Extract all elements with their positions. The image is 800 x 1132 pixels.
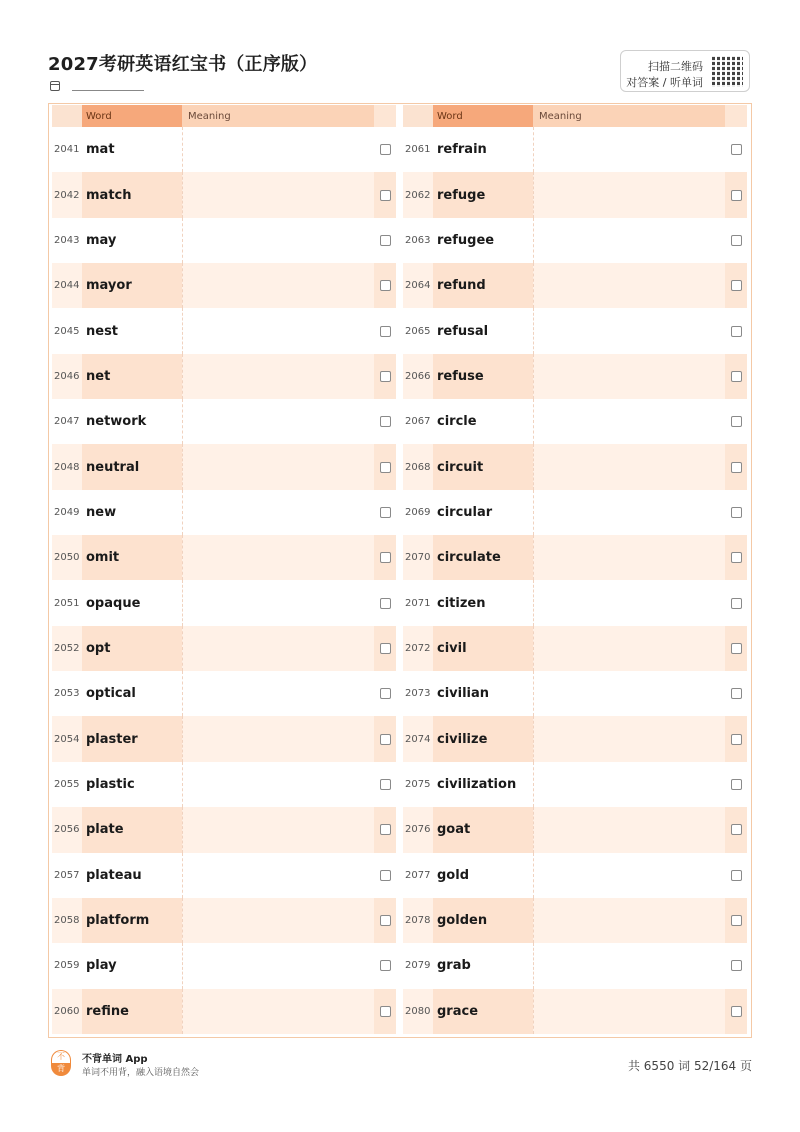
meaning-blank[interactable] [182,626,374,671]
table-row [52,943,396,988]
table-row [403,172,747,217]
app-name: 不背单词 App [82,1054,148,1065]
check-cell [725,807,747,852]
word-number: 2049 [54,506,80,518]
table-row [52,218,396,263]
table-row [403,444,747,489]
word-text: civilian [437,686,490,702]
word-number: 2048 [54,461,80,473]
meaning-blank[interactable] [533,354,725,399]
word-text: circulate [433,535,533,580]
check-cell [374,716,396,761]
meaning-blank[interactable] [533,989,725,1034]
check-cell [725,127,747,172]
meaning-blank[interactable] [533,762,725,807]
check-cell [374,354,396,399]
table-row [403,626,747,671]
table-row [52,898,396,943]
word-text: gold [437,867,469,883]
check-cell [374,172,396,217]
word-text: goat [433,807,533,852]
meaning-blank[interactable] [533,535,725,580]
word-text: plastic [86,776,135,792]
meaning-blank[interactable] [182,308,374,353]
checkbox[interactable] [380,598,391,609]
word-text: optical [86,686,136,702]
table-row [403,127,747,172]
meaning-blank[interactable] [182,399,374,444]
check-cell [725,626,747,671]
table-row [403,308,747,353]
table-row [52,853,396,898]
meaning-blank[interactable] [533,626,725,671]
checkbox[interactable] [731,144,742,155]
app-logo [51,1050,71,1076]
table-row [403,943,747,988]
meaning-blank[interactable] [533,263,725,308]
word-number: 2059 [54,960,80,972]
word-number: 2044 [54,280,80,292]
header-meaning: Meaning [182,105,374,127]
checkbox[interactable] [380,870,391,881]
word-number: 2053 [54,688,80,700]
checkbox[interactable] [380,507,391,518]
check-cell [374,127,396,172]
word-number: 2056 [54,824,80,836]
word-number: 2042 [54,189,80,201]
checkbox[interactable] [380,462,391,473]
word-number: 2064 [405,280,431,292]
table-row [403,671,747,716]
table-row [403,490,747,535]
checkbox[interactable] [731,870,742,881]
table-row [403,218,747,263]
word-number: 2058 [54,915,80,927]
header-number-cell [403,105,433,127]
word-text: plate [82,807,182,852]
checkbox[interactable] [731,371,742,382]
word-number: 2078 [405,915,431,927]
word-text: omit [82,535,182,580]
check-cell [725,716,747,761]
checkbox[interactable] [380,779,391,790]
word-number: 2066 [405,370,431,382]
check-cell [725,172,747,217]
table-row [52,762,396,807]
checkbox[interactable] [731,326,742,337]
header-word: Word [82,105,182,127]
word-text: grace [433,989,533,1034]
table-row [403,853,747,898]
header-number-cell [52,105,82,127]
word-text: opt [82,626,182,671]
word-text: match [82,172,182,217]
check-cell [374,535,396,580]
table-row [52,671,396,716]
meaning-blank[interactable] [182,490,374,535]
meaning-blank[interactable] [533,444,725,489]
checkbox[interactable] [731,190,742,201]
checkbox[interactable] [731,824,742,835]
word-text: nest [86,323,119,339]
meaning-blank[interactable] [533,671,725,716]
word-text: new [86,504,117,520]
checkbox[interactable] [731,280,742,291]
checkbox[interactable] [380,280,391,291]
word-number: 2061 [405,144,431,156]
checkbox[interactable] [380,190,391,201]
check-cell [374,399,396,444]
checkbox[interactable] [731,960,742,971]
header-meaning: Meaning [533,105,725,127]
meaning-blank[interactable] [182,898,374,943]
word-text: civilize [433,716,533,761]
qr-panel [620,50,750,92]
table-row [403,263,747,308]
meaning-blank[interactable] [182,762,374,807]
checkbox[interactable] [380,1006,391,1017]
word-text: civilization [437,776,517,792]
check-cell [725,898,747,943]
check-cell [374,308,396,353]
check-cell [374,853,396,898]
word-number: 2055 [54,778,80,790]
check-cell [725,490,747,535]
word-number: 2057 [54,869,80,881]
check-cell [374,807,396,852]
word-text: neutral [82,444,182,489]
check-cell [725,218,747,263]
check-cell [374,263,396,308]
checkbox[interactable] [380,416,391,427]
word-number: 2054 [54,733,80,745]
table-row [52,626,396,671]
meaning-blank[interactable] [182,716,374,761]
word-text: refund [433,263,533,308]
meaning-blank[interactable] [533,807,725,852]
word-number: 2050 [54,552,80,564]
table-row [403,580,747,625]
meaning-blank[interactable] [182,263,374,308]
date-field [50,80,144,91]
header-check-cell [725,105,747,127]
meaning-blank[interactable] [533,853,725,898]
word-text: refugee [437,232,495,248]
checkbox[interactable] [731,462,742,473]
qr-caption-scan: 扫描二维码 [648,60,703,73]
table-row [52,989,396,1034]
table-row [52,399,396,444]
word-text: play [86,958,117,974]
word-number: 2073 [405,688,431,700]
check-cell [725,989,747,1034]
table-row [52,807,396,852]
meaning-blank[interactable] [182,943,374,988]
checkbox[interactable] [380,371,391,382]
meaning-blank[interactable] [533,490,725,535]
meaning-blank[interactable] [182,354,374,399]
checkbox[interactable] [380,326,391,337]
meaning-blank[interactable] [182,218,374,263]
check-cell [725,762,747,807]
check-cell [725,943,747,988]
checkbox[interactable] [731,416,742,427]
word-text: network [86,414,147,430]
meaning-blank[interactable] [533,716,725,761]
check-cell [725,580,747,625]
logo-bottom-glyph: 背 [51,1063,71,1076]
meaning-blank[interactable] [182,172,374,217]
page-count: 共 6550 词 52/164 页 [627,1059,752,1073]
word-text: circle [437,414,477,430]
check-cell [725,399,747,444]
word-text: refine [82,989,182,1034]
checkbox[interactable] [731,235,742,246]
word-text: golden [433,898,533,943]
checkbox[interactable] [380,688,391,699]
word-number: 2076 [405,824,431,836]
word-text: platform [82,898,182,943]
meaning-blank[interactable] [533,898,725,943]
table-row [403,807,747,852]
word-number: 2063 [405,234,431,246]
check-cell [374,671,396,716]
word-text: plateau [86,867,142,883]
table-header [52,105,396,127]
checkbox[interactable] [731,1006,742,1017]
check-cell [725,671,747,716]
word-number: 2047 [54,416,80,428]
checkbox[interactable] [380,960,391,971]
table-row [52,172,396,217]
header-check-cell [374,105,396,127]
table-row [403,535,747,580]
app-slogan: 单词不用背，融入语境自然会 [82,1068,200,1078]
checkbox[interactable] [380,734,391,745]
checkbox[interactable] [731,552,742,563]
meaning-blank[interactable] [533,399,725,444]
date-blank-line [72,80,144,91]
word-number: 2068 [405,461,431,473]
word-number: 2062 [405,189,431,201]
checkbox[interactable] [731,734,742,745]
word-number: 2045 [54,325,80,337]
logo-top-glyph: 不 [51,1050,71,1063]
check-cell [725,444,747,489]
check-cell [374,943,396,988]
word-text: plaster [82,716,182,761]
check-cell [725,308,747,353]
table-header [403,105,747,127]
table-row [52,263,396,308]
word-text: may [86,232,117,248]
check-cell [374,580,396,625]
word-number: 2072 [405,642,431,654]
meaning-blank[interactable] [533,172,725,217]
word-text: citizen [437,595,486,611]
table-row [403,716,747,761]
word-text: circuit [433,444,533,489]
table-row [403,989,747,1034]
word-number: 2075 [405,778,431,790]
calendar-icon [50,81,60,91]
checkbox[interactable] [380,144,391,155]
word-text: mat [86,142,115,158]
word-text: mayor [82,263,182,308]
word-text: refusal [437,323,489,339]
header-word: Word [433,105,533,127]
qr-code-icon [712,56,743,87]
checkbox[interactable] [380,643,391,654]
table-row [52,444,396,489]
table-row [52,490,396,535]
word-number: 2074 [405,733,431,745]
check-cell [725,853,747,898]
word-number: 2060 [54,1005,80,1017]
table-row [403,898,747,943]
page-title: 2027考研英语红宝书（正序版） [48,54,318,75]
checkbox[interactable] [731,598,742,609]
checkbox[interactable] [731,507,742,518]
checkbox[interactable] [731,779,742,790]
check-cell [725,263,747,308]
word-table-right [403,105,747,1034]
word-text: grab [437,958,471,974]
word-number: 2067 [405,416,431,428]
checkbox[interactable] [731,643,742,654]
check-cell [725,354,747,399]
word-number: 2069 [405,506,431,518]
meaning-blank[interactable] [533,218,725,263]
meaning-blank[interactable] [182,671,374,716]
meaning-blank[interactable] [182,807,374,852]
word-number: 2070 [405,552,431,564]
word-text: refuse [433,354,533,399]
word-number: 2052 [54,642,80,654]
checkbox[interactable] [731,915,742,926]
checkbox[interactable] [380,824,391,835]
check-cell [374,626,396,671]
meaning-blank[interactable] [533,127,725,172]
table-row [52,127,396,172]
meaning-blank[interactable] [182,127,374,172]
check-cell [374,218,396,263]
meaning-blank[interactable] [182,580,374,625]
table-row [52,535,396,580]
word-table-left [52,105,396,1034]
check-cell [374,762,396,807]
checkbox[interactable] [731,688,742,699]
meaning-blank[interactable] [533,308,725,353]
meaning-blank[interactable] [533,943,725,988]
word-number: 2046 [54,370,80,382]
meaning-blank[interactable] [182,853,374,898]
table-row [52,308,396,353]
word-text: net [82,354,182,399]
word-text: opaque [86,595,141,611]
table-row [403,762,747,807]
word-text: civil [433,626,533,671]
table-row [52,354,396,399]
word-number: 2080 [405,1005,431,1017]
meaning-blank[interactable] [182,444,374,489]
check-cell [374,444,396,489]
table-row [52,716,396,761]
table-row [52,580,396,625]
word-text: circular [437,504,493,520]
word-number: 2077 [405,869,431,881]
checkbox[interactable] [380,235,391,246]
check-cell [374,490,396,535]
meaning-blank[interactable] [182,989,374,1034]
table-row [403,399,747,444]
check-cell [725,535,747,580]
qr-caption-answers: 对答案 / 听单词 [626,76,703,89]
word-number: 2041 [54,144,80,156]
word-number: 2079 [405,960,431,972]
meaning-blank[interactable] [533,580,725,625]
word-number: 2071 [405,597,431,609]
word-number: 2065 [405,325,431,337]
meaning-blank[interactable] [182,535,374,580]
word-number: 2043 [54,234,80,246]
word-number: 2051 [54,597,80,609]
word-text: refuge [433,172,533,217]
check-cell [374,989,396,1034]
table-row [403,354,747,399]
checkbox[interactable] [380,552,391,563]
checkbox[interactable] [380,915,391,926]
check-cell [374,898,396,943]
word-text: refrain [437,142,487,158]
